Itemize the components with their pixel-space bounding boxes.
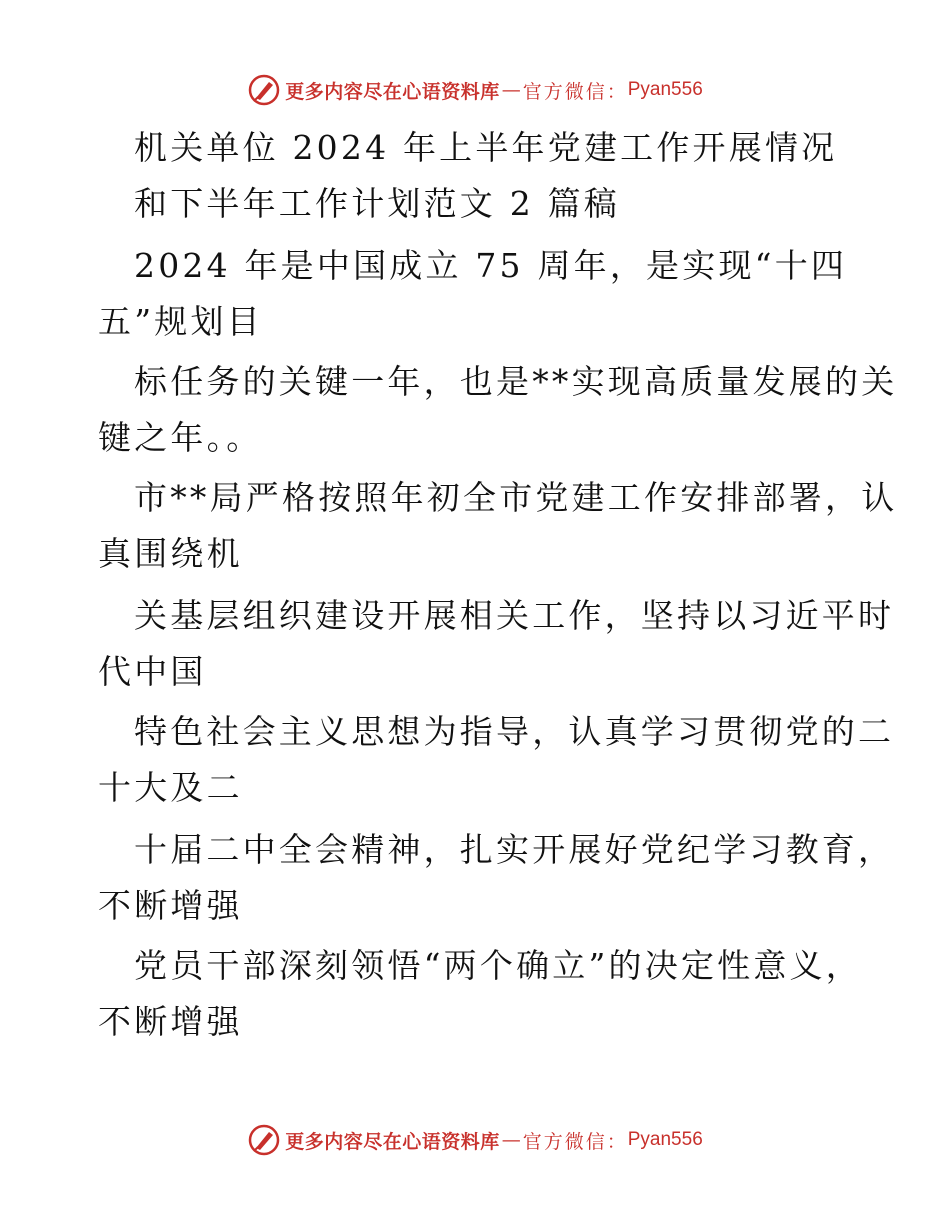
watermark-site-text: 更多内容尽在心语资料库	[285, 1130, 500, 1153]
quill-pen-logo-icon	[247, 1123, 281, 1157]
paragraph-line: 标任务的关键一年，也是**实现高质量发展的关	[134, 362, 898, 401]
footer-watermark	[0, 1120, 950, 1160]
watermark-official-label: 官方微信：	[522, 1130, 628, 1153]
paragraph-line: 五”规划目	[98, 302, 263, 341]
paragraph-line: 2024 年是中国成立 75 周年，是实现“十四	[134, 246, 848, 285]
paragraph-line: 党员干部深刻领悟“两个确立”的决定性意义，	[134, 946, 862, 985]
watermark-account-id: Pyan556	[627, 79, 703, 100]
quill-pen-logo-icon	[247, 73, 281, 107]
watermark-official-label: 官方微信：	[522, 80, 628, 103]
paragraph-line: 关基层组织建设开展相关工作，坚持以习近平时	[134, 596, 895, 635]
paragraph-line: 代中国	[98, 652, 207, 691]
paragraph-line: 不断增强	[98, 1002, 243, 1041]
document-title-line-2: 和下半年工作计划范文 2 篇稿	[134, 184, 620, 223]
paragraph-line: 不断增强	[98, 886, 243, 925]
watermark-dash: —	[501, 1129, 521, 1151]
paragraph-line: 键之年。。	[98, 418, 263, 457]
paragraph-line: 市**局严格按照年初全市党建工作安排部署，认	[134, 478, 898, 517]
paragraph-line: 十大及二	[98, 768, 243, 807]
watermark-dash: —	[501, 79, 521, 101]
paragraph-line: 特色社会主义思想为指导，认真学习贯彻党的二	[134, 712, 895, 751]
paragraph-line: 十届二中全会精神，扎实开展好党纪学习教育，	[134, 830, 895, 869]
paragraph-line: 真围绕机	[98, 534, 243, 573]
header-watermark	[0, 70, 950, 110]
document-title-line-1: 机关单位 2024 年上半年党建工作开展情况	[134, 128, 838, 167]
watermark-account-id: Pyan556	[627, 1129, 703, 1150]
watermark-site-text: 更多内容尽在心语资料库	[285, 80, 500, 103]
